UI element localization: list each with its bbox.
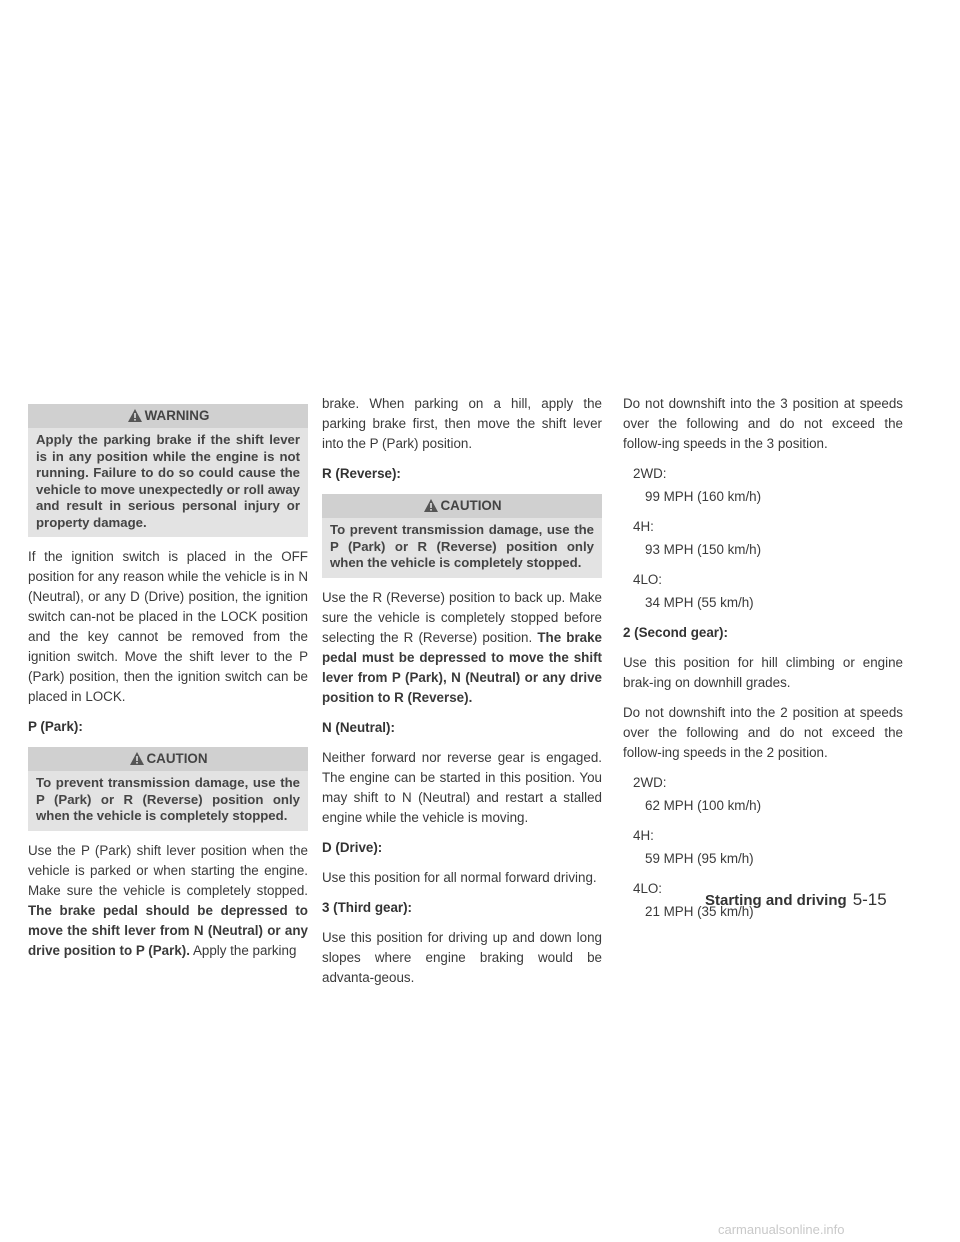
- speed-value: 34 MPH (55 km/h): [645, 595, 754, 610]
- neutral-paragraph: Neither forward nor reverse gear is engaged. The engine can be started in this position. You may shift to N (Neutral) and restart a stalled engine while the vehicle is moving.: [322, 749, 602, 825]
- reverse-heading: R (Reverse):: [322, 466, 401, 481]
- warning-box: [28, 404, 308, 537]
- speed-value: 59 MPH (95 km/h): [645, 851, 754, 866]
- warning-icon: [127, 408, 143, 423]
- third-gear-paragraph: Use this position for driving up and down long slopes where engine braking would be advanta-geous.: [322, 929, 602, 985]
- park-bold-text: The brake pedal should be depressed to move the shift lever from N (Neutral) or any drive position to P (Park).: [28, 902, 308, 958]
- column-2: [322, 394, 602, 998]
- park-paragraph: [28, 841, 308, 961]
- warning-text: Apply the parking brake if the shift lever is in any position while the engine is not running. Failure to do so could cause the vehicle to move unexpectedly or roll away and result in serious personal injury or property damage.: [36, 432, 300, 530]
- speed-label: 2WD:: [633, 775, 667, 790]
- speed-value: 62 MPH (100 km/h): [645, 798, 762, 813]
- speed-label: 4LO:: [633, 881, 663, 896]
- park-heading: P (Park):: [28, 719, 83, 734]
- third-downshift-paragraph: Do not downshift into the 3 position at speeds over the following and do not exceed the follow-ing speeds in the 3 position.: [623, 396, 903, 451]
- caution-box-reverse: [322, 494, 602, 578]
- caution-header: [28, 747, 308, 771]
- warning-icon: [423, 498, 439, 513]
- column-1: [28, 404, 308, 971]
- column-3: [623, 394, 903, 932]
- warning-header: [28, 404, 308, 428]
- speed-label: 4LO:: [633, 572, 663, 587]
- speed-value: 99 MPH (160 km/h): [645, 489, 762, 504]
- park-tail-text: Apply the parking: [189, 942, 297, 958]
- third-gear-heading: 3 (Third gear):: [322, 899, 413, 915]
- speed-label: 4H:: [633, 828, 654, 843]
- watermark: carmanualsonline.info: [718, 1222, 845, 1237]
- ignition-paragraph: If the ignition switch is placed in the OFF position for any reason while the vehicle is in N (Neutral), or any D (Drive) position, the ignition switch can-not be placed in the LOCK position and the key cannot be removed from the ignition switch. Move the shift lever to the P (Park) position, then the ignition switch can be placed in LOCK.: [28, 549, 308, 704]
- park-continued-paragraph: brake. When parking on a hill, apply the parking brake first, then move the shift lever into the P (Park) position.: [322, 396, 602, 451]
- third-speed-list: [623, 464, 903, 613]
- speed-label: 2WD:: [633, 466, 667, 481]
- reverse-text: Use the R (Reverse) position to back up. Make sure the vehicle is completely stopped before selecting the R (Reverse) position.: [322, 589, 602, 645]
- neutral-heading: N (Neutral):: [322, 719, 395, 735]
- warning-title: WARNING: [144, 408, 210, 423]
- second-gear-heading: 2 (Second gear):: [623, 625, 728, 640]
- speed-label: 4H:: [633, 519, 654, 534]
- reverse-bold-text: The brake pedal must be depressed to move the shift lever from P (Park), N (Neutral) or any drive position to R (Reverse).: [322, 629, 602, 705]
- caution-header: [322, 494, 602, 518]
- caution-title: CAUTION: [440, 498, 502, 513]
- drive-paragraph: Use this position for all normal forward driving.: [322, 869, 597, 885]
- park-text: Use the P (Park) shift lever position when the vehicle is parked or when starting the engine. Make sure the vehicle is completely stopped.: [28, 842, 308, 898]
- caution-text: To prevent transmission damage, use the P (Park) or R (Reverse) position only when the vehicle is completely stopped.: [36, 775, 300, 823]
- page-number: 5-15: [852, 890, 887, 909]
- caution-title: CAUTION: [146, 751, 208, 766]
- speed-value: 21 MPH (35 km/h): [645, 904, 754, 919]
- page-footer: [705, 890, 887, 911]
- reverse-paragraph: [322, 588, 602, 708]
- second-downshift-paragraph: Do not downshift into the 2 position at speeds over the following and do not exceed the follow-ing speeds in the 2 position.: [623, 705, 903, 760]
- speed-value: 93 MPH (150 km/h): [645, 542, 762, 557]
- warning-icon: [129, 751, 145, 766]
- caution-box-park: [28, 747, 308, 831]
- section-title: Starting and driving: [705, 892, 847, 909]
- second-gear-paragraph: Use this position for hill climbing or engine brak-ing on downhill grades.: [623, 655, 903, 690]
- caution-text: To prevent transmission damage, use the P (Park) or R (Reverse) position only when the vehicle is completely stopped.: [330, 522, 594, 570]
- drive-heading: D (Drive):: [322, 839, 383, 855]
